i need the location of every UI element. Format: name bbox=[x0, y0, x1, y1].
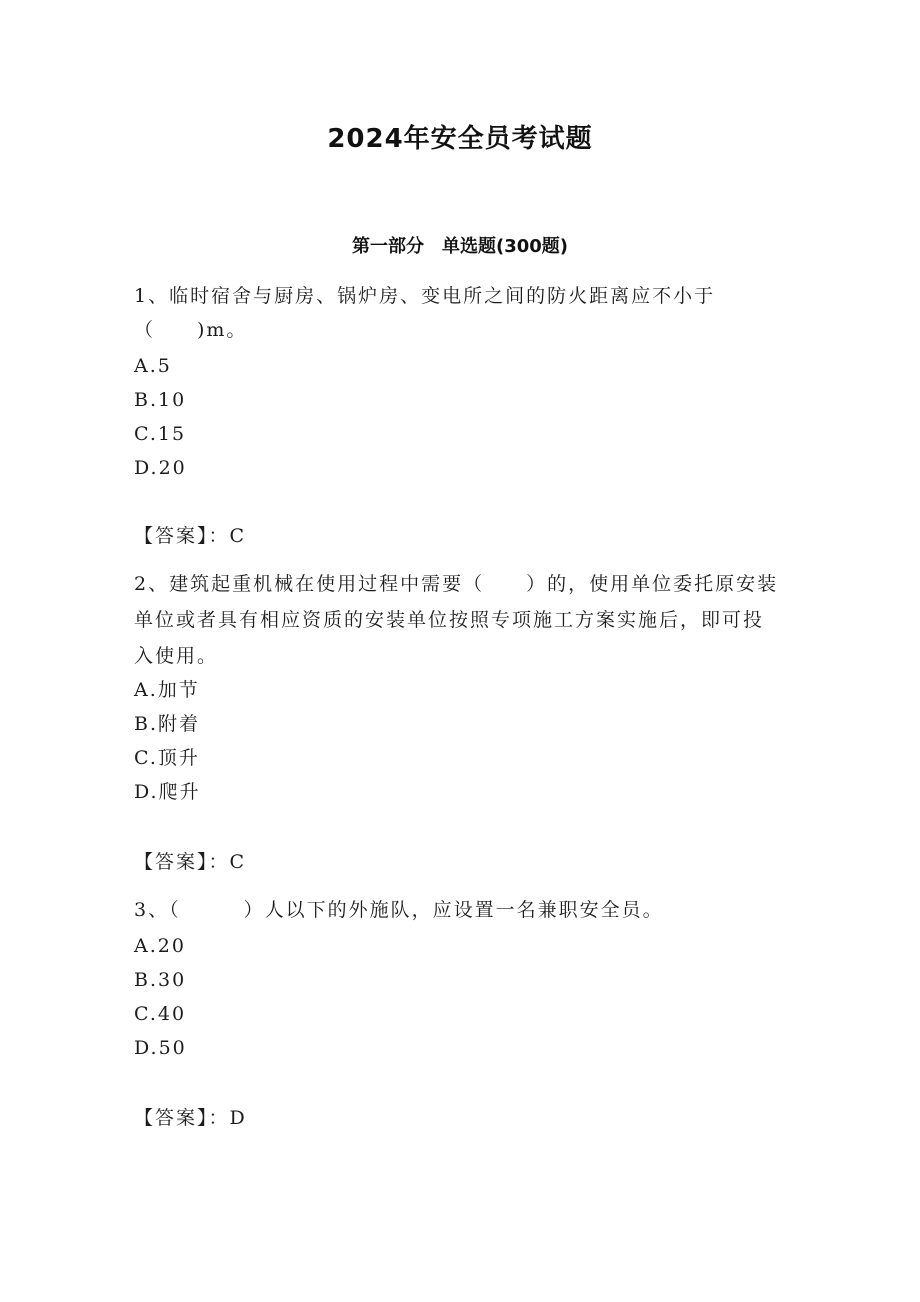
option-c: C.顶升 bbox=[134, 747, 200, 769]
option-d: D.爬升 bbox=[134, 781, 201, 803]
question-stem-line: 单位或者具有相应资质的安装单位按照专项施工方案实施后，即可投 bbox=[134, 609, 765, 631]
option-a: A.20 bbox=[134, 935, 186, 957]
page-title: 2024年安全员考试题 bbox=[327, 124, 593, 154]
question-stem-line: 3、（ ）人以下的外施队，应设置一名兼职安全员。 bbox=[134, 899, 664, 921]
option-b: B.附着 bbox=[134, 713, 201, 735]
section-title: 第一部分 单选题(300题) bbox=[351, 236, 569, 257]
answer-label: 【答案】：D bbox=[134, 1107, 247, 1129]
answer-label: 【答案】：C bbox=[134, 525, 247, 547]
question-stem-line: 入使用。 bbox=[134, 645, 219, 667]
option-d: D.20 bbox=[134, 457, 187, 479]
question-stem-line: （ )m。 bbox=[134, 319, 248, 341]
option-a: A.5 bbox=[134, 355, 172, 377]
question-stem-line: 1、临时宿舍与厨房、锅炉房、变电所之间的防火距离应不小于 bbox=[134, 285, 716, 307]
question-stem-line: 2、建筑起重机械在使用过程中需要（ ）的，使用单位委托原安装 bbox=[134, 573, 779, 595]
option-a: A.加节 bbox=[134, 679, 200, 701]
option-c: C.15 bbox=[134, 423, 187, 445]
option-b: B.30 bbox=[134, 969, 187, 991]
option-c: C.40 bbox=[134, 1003, 187, 1025]
option-d: D.50 bbox=[134, 1037, 187, 1059]
answer-label: 【答案】：C bbox=[134, 851, 247, 873]
option-b: B.10 bbox=[134, 389, 187, 411]
